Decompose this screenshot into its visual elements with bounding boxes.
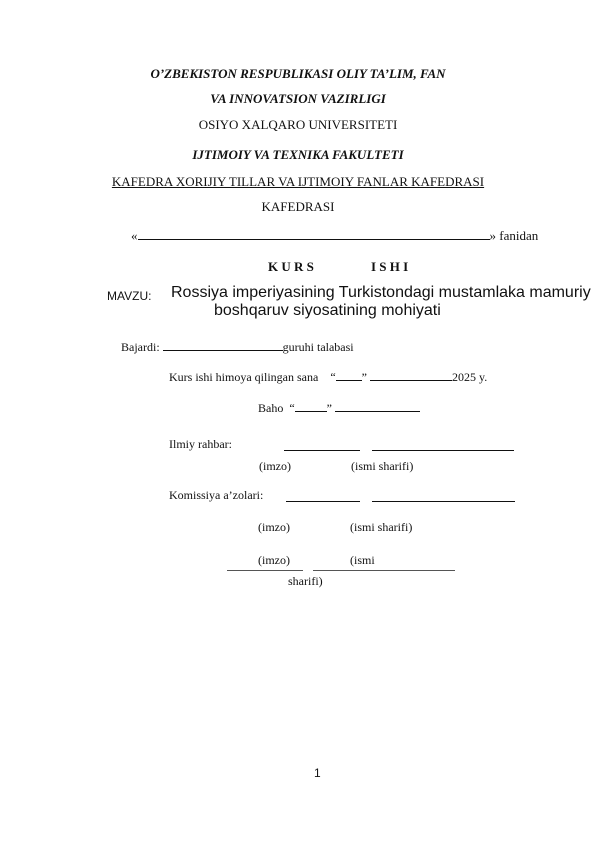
bajardi-line bbox=[121, 340, 354, 355]
supervisor-name-blank bbox=[372, 449, 514, 451]
supervisor-label: Ilmiy rahbar: bbox=[169, 437, 232, 451]
subject-blank bbox=[138, 238, 490, 240]
topic-line-2: boshqaruv siyosatining mohiyati bbox=[214, 302, 441, 319]
bajardi-group-blank bbox=[163, 349, 283, 351]
subject-suffix: » fanidan bbox=[489, 228, 539, 243]
department-line-2: KAFEDRASI bbox=[261, 199, 335, 214]
bajardi-label: Bajardi: bbox=[121, 340, 160, 354]
grade-score-blank bbox=[295, 410, 327, 412]
university-name: OSIYO XALQARO UNIVERSITETI bbox=[198, 117, 398, 132]
commission-name-blank-2 bbox=[313, 570, 455, 571]
supervisor-sign-caption: (imzo) bbox=[259, 459, 291, 473]
commission-name-caption-2a: (ismi bbox=[350, 553, 375, 567]
bajardi-suffix: guruhi talabasi bbox=[282, 340, 354, 354]
ministry-line-1: O’ZBEKISTON RESPUBLIKASI OLIY TA’LIM, FAN bbox=[150, 66, 446, 81]
department-line-1: KAFEDRA XORIJIY TILLAR VA IJTIMOIY FANLAR KAFEDRASI bbox=[111, 174, 485, 189]
defense-label: Kurs ishi himoya qilingan sana bbox=[169, 370, 319, 384]
faculty-name: IJTIMOIY VA TEXNIKA FAKULTETI bbox=[192, 147, 404, 162]
topic-line-1: Rossiya imperiyasining Turkistondagi mustamlaka mamuriy bbox=[171, 284, 591, 301]
grade-quote-open: “ bbox=[289, 401, 295, 415]
commission-sign-caption-2: (imzo) bbox=[258, 553, 290, 567]
supervisor-sign-blank bbox=[284, 449, 360, 451]
subject-open-quote: « bbox=[131, 228, 138, 243]
defense-year: 2025 y. bbox=[451, 370, 488, 384]
title-word-ishi: I S H I bbox=[371, 259, 409, 274]
commission-sign-blank bbox=[286, 500, 360, 502]
defense-date-line bbox=[169, 370, 487, 385]
defense-day-blank bbox=[336, 379, 362, 381]
ministry-line-2: VA INNOVATSION VAZIRLIGI bbox=[210, 91, 386, 106]
page-number: 1 bbox=[314, 766, 321, 780]
defense-quote-open: “ bbox=[330, 370, 336, 384]
commission-name-blank bbox=[372, 500, 515, 502]
commission-sign-caption-1: (imzo) bbox=[258, 520, 290, 534]
grade-word-blank bbox=[335, 410, 420, 412]
title-word-kurs: K U R S bbox=[268, 259, 314, 274]
grade-line bbox=[258, 401, 420, 416]
commission-name-caption-1: (ismi sharifi) bbox=[350, 520, 413, 534]
commission-sign-blank-2 bbox=[227, 570, 303, 571]
supervisor-name-caption: (ismi sharifi) bbox=[351, 459, 414, 473]
commission-label: Komissiya a’zolari: bbox=[169, 488, 264, 502]
defense-quote-close: ” bbox=[361, 370, 367, 384]
commission-name-caption-2b: sharifi) bbox=[288, 574, 323, 588]
grade-label: Baho bbox=[258, 401, 284, 415]
defense-month-blank bbox=[370, 379, 452, 381]
topic-label: MAVZU: bbox=[107, 289, 152, 303]
subject-line bbox=[131, 228, 538, 244]
grade-quote-close: ” bbox=[326, 401, 332, 415]
